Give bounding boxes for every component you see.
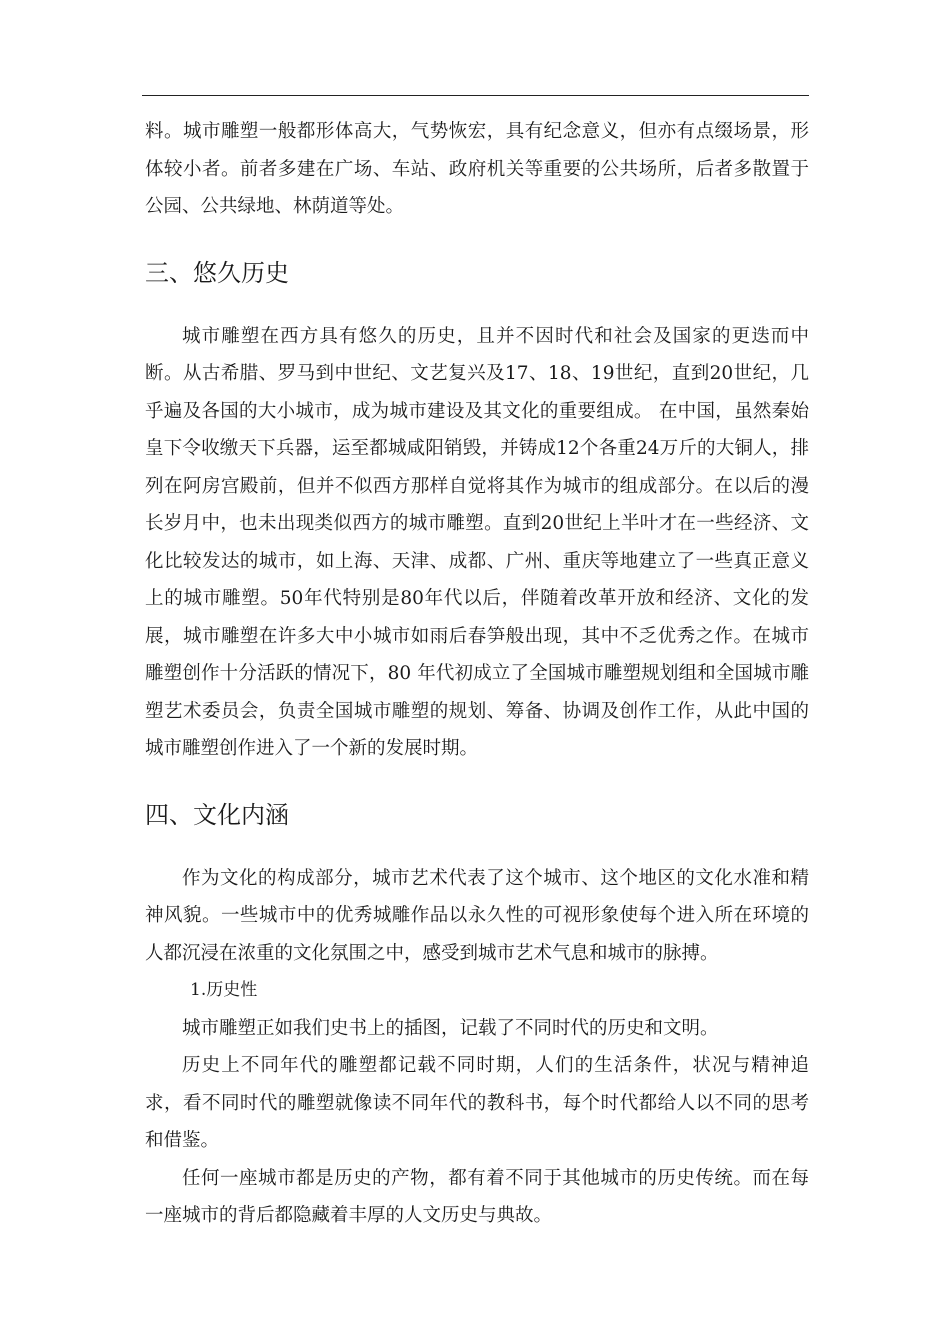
culture-paragraph: 作为文化的构成部分，城市艺术代表了这个城市、这个地区的文化水准和精神风貌。一些城市中的优秀城雕作品以永久性的可视形象使每个进入所在环境的人都沉浸在浓重的文化氛围之中，感受到城市艺术气息和城市的脉搏。 — [145, 867, 809, 964]
historicity-paragraph-1: 城市雕塑正如我们史书上的插图，记载了不同时代的历史和文明。 — [182, 1017, 719, 1039]
document-body — [145, 113, 809, 1235]
sub-heading-historicity: 1.历史性 — [190, 980, 258, 1000]
intro-paragraph: 料。城市雕塑一般都形体高大，气势恢宏，具有纪念意义，但亦有点缀场景，形体较小者。前者多建在广场、车站、政府机关等重要的公共场所，后者多散置于公园、公共绿地、林荫道等处。 — [145, 121, 809, 217]
section-heading-culture: 四、文化内涵 — [145, 800, 289, 829]
history-paragraph: 城市雕塑在西方具有悠久的历史，且并不因时代和社会及国家的更迭而中断。从古希腊、罗马到中世纪、文艺复兴及17、18、19世纪，直到20世纪，几乎遍及各国的大小城市，成为城市建设及其文化的重要组成。 在中国，虽然秦始皇下令收缴天下兵器，运至都城咸阳销毁，并铸成12个各重24万斤的大铜人，排列在阿房宫殿前，但并不似西方那样自觉将其作为城市的组成部分。在以后的漫长岁月中，也未出现类似西方的城市雕塑。直到20世纪上半叶才在一些经济、文化比较发达的城市，如上海、天津、成都、广州、重庆等地建立了一些真正意义上的城市雕塑。50年代特别是80年代以后，伴随着改革开放和经济、文化的发展，城市雕塑在许多大中小城市如雨后春笋般出现，其中不乏优秀之作。在城市雕塑创作十分活跃的情况下，80 年代初成立了全国城市雕塑规划组和全国城市雕塑艺术委员会，负责全国城市雕塑的规划、筹备、协调及创作工作，从此中国的城市雕塑创作进入了一个新的发展时期。 — [145, 325, 809, 759]
historicity-paragraph-2: 历史上不同年代的雕塑都记载不同时期，人们的生活条件，状况与精神追求，看不同时代的雕塑就像读不同年代的教科书，每个时代都给人以不同的思考和借鉴。 — [145, 1055, 809, 1151]
header-rule — [142, 95, 809, 96]
section-heading-history: 三、悠久历史 — [145, 258, 289, 287]
historicity-paragraph-3: 任何一座城市都是历史的产物，都有着不同于其他城市的历史传统。而在每一座城市的背后都隐藏着丰厚的人文历史与典故。 — [145, 1167, 809, 1226]
